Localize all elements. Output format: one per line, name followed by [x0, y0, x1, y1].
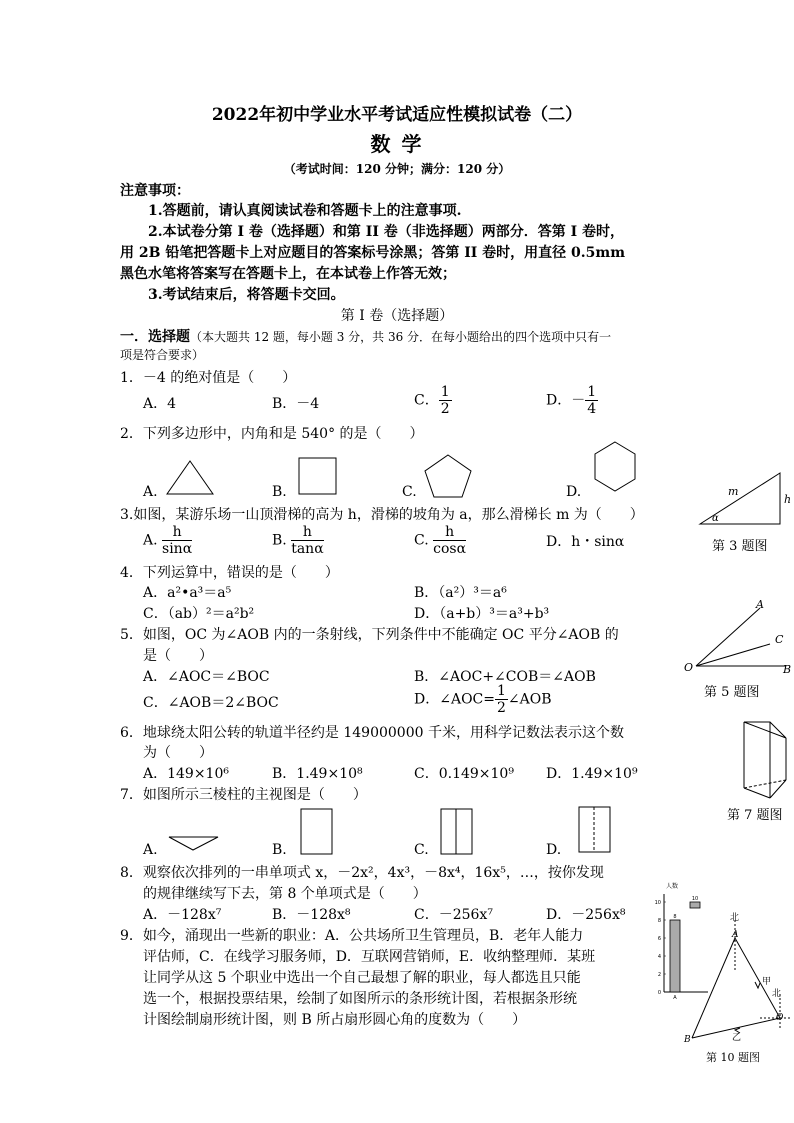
q9-line-2: 评估师，C．在线学习服务师，D．互联网营销师，E．收纳整理师．某班	[143, 949, 596, 965]
q6-option-d: D．1.49×10⁹	[546, 766, 638, 782]
q3-a-den: sinα	[162, 541, 193, 557]
q6-option-a: A．149×10⁶	[143, 766, 229, 782]
fig10-label-a: A	[732, 930, 739, 940]
chart-bar	[670, 920, 680, 992]
chart-bar-label: 8	[673, 914, 677, 920]
q3-caption: 第 3 题图	[712, 539, 768, 554]
q1-d-den: 4	[587, 401, 597, 417]
q3-fraction-a	[162, 525, 192, 556]
q8-stem-2: 的规律继续写下去，第 8 个单项式是（ ）	[143, 886, 427, 902]
q3-option-b-label: B.	[272, 532, 287, 549]
q9-line-1: 9．如今，涌现出一些新的职业：A．公共场所卫生管理员，B．老年人能力	[120, 928, 584, 944]
page-title: 2022年初中学业水平考试适应性模拟试卷（二）	[211, 105, 583, 125]
q1-option-c	[414, 385, 452, 416]
q1-option-b: B．－4	[272, 396, 320, 412]
q7-option-b: B.	[272, 842, 287, 858]
q3-c-den: cosα	[433, 541, 467, 557]
fig10-label-o: O	[776, 1013, 784, 1023]
q8-stem-1: 8．观察依次排列的一串单项式 x，－2x²，4x³，－8x⁴，16x⁵，…，按你发现	[120, 865, 604, 881]
q3-a-num: h	[162, 525, 192, 541]
note-3: 3.考试结束后，将答题卡交回。	[148, 287, 345, 303]
q7-view-b	[300, 808, 334, 856]
q3-label-m: m	[728, 485, 739, 498]
chart-y-tick-label: 10	[654, 900, 661, 906]
chart-bar-label-extra: 10	[691, 896, 699, 902]
section-heading	[120, 326, 611, 346]
q4-option-c: C．（ab）²＝a²b²	[143, 606, 255, 622]
q5-stem-2: 是（ ）	[143, 648, 213, 664]
chart-category-label: A	[673, 995, 677, 1001]
q5-option-c: C．∠AOB＝2∠BOC	[143, 695, 279, 711]
q5-d-text: ∠AOC=	[439, 691, 495, 708]
q1-option-a: A．4	[143, 396, 177, 412]
fig10-north-2: 北	[772, 989, 782, 999]
q1-c-den: 2	[440, 401, 450, 417]
q2-option-c: C.	[402, 484, 417, 500]
q5-option-d-label: D．	[414, 691, 440, 708]
q8-option-a: A．－128x⁷	[143, 907, 222, 923]
section-title: 第 I 卷（选择题）	[340, 308, 454, 324]
q9-line-5: 计图绘制扇形统计图，则 B 所占扇形圆心角的度数为（ ）	[143, 1012, 527, 1028]
q5-option-b: B．∠AOC+∠COB＝∠AOB	[414, 669, 596, 685]
q4-option-d: D．（a+b）³＝a³+b³	[414, 606, 550, 622]
prism-figure	[740, 718, 790, 802]
q5-d-den: 2	[497, 700, 506, 716]
fig10-north-1: 北	[730, 913, 740, 923]
q6-stem-1: 6．地球绕太阳公转的轨道半径约是 149000000 千米，用科学记数法表示这个数	[120, 725, 624, 741]
q3-option-a	[143, 525, 192, 556]
chart-bar-partial	[690, 902, 700, 908]
subject-title: 数 学	[370, 132, 424, 156]
q5-caption: 第 5 题图	[704, 685, 760, 700]
fig10-label-b: B	[684, 1035, 691, 1045]
q4-stem: 4．下列运算中，错误的是（ ）	[120, 565, 339, 581]
hexagon-shape	[594, 441, 638, 493]
notes-heading: 注意事项：	[120, 183, 190, 199]
q5-stem-1: 5．如图，OC 为∠AOB 内的一条射线，下列条件中不能确定 OC 平分∠AOB 的	[120, 627, 619, 643]
q9-line-4: 选一个，根据投票结果，绘制了如图所示的条形统计图，若根据条形统	[143, 991, 577, 1007]
q3-c-num: h	[433, 525, 466, 541]
q2-stem: 2．下列多边形中，内角和是 540° 的是（ ）	[120, 426, 424, 442]
chart-y-tick-label: 0	[657, 990, 661, 996]
q5-option-a: A．∠AOC＝∠BOC	[143, 669, 270, 685]
pentagon-shape	[424, 454, 474, 498]
q1-fraction-c	[439, 385, 452, 416]
q4-option-b: B．（a²）³＝a⁶	[414, 585, 507, 601]
q7-option-a: A.	[143, 842, 158, 858]
q2-option-b: B.	[272, 484, 287, 500]
q3-option-c-label: C.	[414, 532, 429, 549]
q3-option-b	[272, 525, 324, 556]
q3-option-d: D．h・sinα	[546, 534, 625, 550]
note-2c: 黑色水笔将答案写在答题卡上，在本试卷上作答无效；	[120, 266, 456, 282]
q3-option-a-label: A.	[143, 532, 158, 549]
q5-fraction-d	[495, 684, 508, 715]
q2-option-d: D.	[566, 484, 582, 500]
q8-option-d: D．－256x⁸	[546, 907, 626, 923]
triangle-shape	[166, 459, 216, 497]
q7-stem: 7．如图所示三棱柱的主视图是（ ）	[120, 787, 367, 803]
q1-stem: 1．－4 的绝对值是（ ）	[120, 370, 297, 386]
note-2a: 2.本试卷分第 I 卷（选择题）和第 II 卷（非选择题）两部分．答第 I 卷时，	[148, 224, 625, 240]
q1-option-d	[546, 385, 598, 416]
q1-d-num: 1	[587, 384, 597, 400]
q7-view-c	[440, 808, 474, 856]
fig10-yi: 乙	[732, 1033, 742, 1043]
note-2b: 用 2B 铅笔把答题卡上对应题目的答案标号涂黑；答第 II 卷时，用直径 0.5mm	[120, 245, 626, 261]
q9-line-3: 让同学从这 5 个职业中选出一个自己最想了解的职业，每人都选且只能	[143, 970, 581, 986]
section-heading-label: 一．选择题	[120, 329, 190, 345]
q1-c-num: 1	[440, 384, 450, 400]
chart-y-tick-label: 8	[657, 918, 661, 924]
q6-option-b: B．1.49×10⁸	[272, 766, 363, 782]
exam-info: （考试时间：120 分钟；满分：120 分）	[283, 162, 511, 176]
q7-view-a	[168, 836, 220, 852]
note-1: 1.答题前，请认真阅读试卷和答题卡上的注意事项.	[148, 203, 462, 219]
chart-y-label: 人数	[666, 883, 679, 890]
fig10-caption: 第 10 题图	[706, 1051, 760, 1064]
q3-b-num: h	[291, 525, 323, 541]
q7-option-c: C.	[414, 842, 429, 858]
q5-label-o: O	[684, 661, 694, 674]
q1-option-d-label: D．－	[546, 392, 586, 409]
section-desc-1: （本大题共 12 题，每小题 3 分，共 36 分．在每小题给出的四个选项中只有一	[190, 330, 612, 344]
section-desc-2: 项是符合要求）	[120, 348, 205, 362]
q3-option-c	[414, 525, 466, 556]
q8-option-c: C．－256x⁷	[414, 907, 493, 923]
q3-fraction-b	[291, 525, 323, 556]
q7-option-d: D.	[546, 842, 562, 858]
q7-caption: 第 7 题图	[727, 808, 783, 823]
fig10-jia: 甲	[762, 977, 772, 987]
q3-b-den: tanα	[291, 541, 324, 557]
q7-view-d	[578, 806, 612, 854]
chart-y-tick-label: 2	[657, 972, 661, 978]
q5-d-num: 1	[497, 683, 506, 699]
q6-stem-2: 为（ ）	[143, 745, 213, 761]
q8-option-b: B．－128x⁸	[272, 907, 351, 923]
q5-label-a: A	[756, 598, 764, 611]
q3-label-h: h	[784, 493, 792, 506]
q3-label-alpha: α	[712, 513, 719, 524]
square-shape	[298, 457, 338, 495]
chart-y-tick-label: 6	[657, 936, 661, 942]
q2-option-a: A.	[143, 484, 158, 500]
q3-stem: 3.如图，某游乐场一山顶滑梯的高为 h，滑梯的坡角为 a，那么滑梯长 m 为（ ）	[120, 507, 644, 523]
q6-option-c: C．0.149×10⁹	[414, 766, 514, 782]
q3-fraction-c	[433, 525, 466, 556]
chart-y-tick-label: 4	[657, 954, 661, 960]
q1-option-c-label: C．	[414, 392, 439, 409]
q5-d-text2: ∠AOB	[507, 691, 552, 708]
q5-label-c: C	[775, 633, 784, 646]
q5-label-b: B	[783, 663, 792, 676]
q5-option-d	[414, 684, 552, 715]
q4-option-a: A．a²•a³＝a⁵	[143, 585, 232, 601]
q1-fraction-d	[585, 385, 598, 416]
